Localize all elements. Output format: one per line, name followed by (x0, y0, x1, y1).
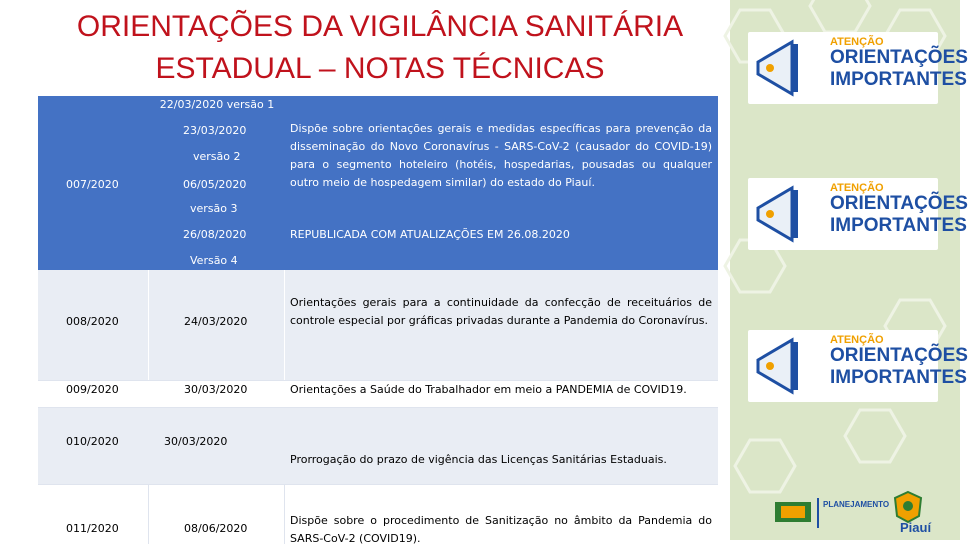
row3-date: 30/03/2020 (184, 383, 248, 396)
coat-of-arms-icon (893, 490, 923, 524)
attention-label: ATENÇÃO (830, 334, 884, 346)
attention-label: ATENÇÃO (830, 182, 884, 194)
orientations-label: ORIENTAÇÕES (830, 47, 968, 68)
row1-version-date-4: 26/08/2020 (183, 228, 247, 241)
piaui-label: Piauí (900, 520, 932, 535)
megaphone-icon (752, 182, 818, 246)
row1-description: Dispõe sobre orientações gerais e medidas específicas para prevenção da disseminação do Novo Coronavírus - SARS-CoV-2 (causador do COVID-19) para o segmento hoteleiro (hotéis, hospedarias, pousadas ou qualquer outro meio de hospedagem similar) do estado do Piauí. (290, 122, 712, 189)
attention-card-2 (748, 178, 968, 250)
agency-logo-icon (773, 500, 813, 524)
row1-number: 007/2020 (66, 178, 119, 191)
row1-version-date-2: 23/03/2020 (183, 124, 247, 137)
row1-version-label-4: Versão 4 (190, 254, 238, 267)
row1-version-1: 22/03/2020 versão 1 (150, 96, 284, 114)
row1-version-label-2: versão 2 (193, 150, 241, 163)
row1-note: REPUBLICADA COM ATUALIZAÇÕES EM 26.08.2020 (290, 228, 570, 241)
attention-label: ATENÇÃO (830, 36, 884, 48)
orientations-label: ORIENTAÇÕES (830, 193, 968, 214)
important-label: IMPORTANTES (830, 367, 967, 388)
row2-number: 008/2020 (66, 315, 119, 328)
row4-date: 30/03/2020 (164, 435, 228, 448)
row2-date: 24/03/2020 (184, 315, 248, 328)
row3-number: 009/2020 (66, 383, 119, 396)
attention-card-3 (748, 330, 968, 402)
row4-number: 010/2020 (66, 435, 119, 448)
row1-version-label-3: versão 3 (190, 202, 238, 215)
row5-number: 011/2020 (66, 522, 119, 535)
megaphone-icon (752, 334, 818, 398)
title-line-2: ESTADUAL – NOTAS TÉCNICAS (155, 52, 605, 85)
row5-description: Dispõe sobre o procedimento de Sanitização no âmbito da Pandemia do SARS-CoV-2 (COVID19). (290, 514, 712, 545)
table-row (38, 408, 718, 484)
planning-label: PLANEJAMENTO (823, 500, 890, 509)
row2-description: Orientações gerais para a continuidade da confecção de receituários de controle especial por gráficas privadas durante a Pandemia do Coronavírus. (290, 296, 712, 327)
row3-description: Orientações a Saúde do Trabalhador em meio a PANDEMIA de COVID19. (290, 383, 687, 396)
attention-card-1 (748, 32, 968, 104)
important-label: IMPORTANTES (830, 69, 967, 90)
row4-description: Prorrogação do prazo de vigência das Licenças Sanitárias Estaduais. (290, 453, 667, 466)
side-panel (730, 0, 968, 540)
page-title (30, 6, 730, 90)
technical-notes-table (38, 96, 718, 545)
footer-logos (765, 490, 955, 535)
important-label: IMPORTANTES (830, 215, 967, 236)
row1-version-date-3: 06/05/2020 (183, 178, 247, 191)
title-line-1: ORIENTAÇÕES DA VIGILÂNCIA SANITÁRIA (76, 10, 684, 43)
megaphone-icon (752, 36, 818, 100)
orientations-label: ORIENTAÇÕES (830, 345, 968, 366)
row5-date: 08/06/2020 (184, 522, 248, 535)
